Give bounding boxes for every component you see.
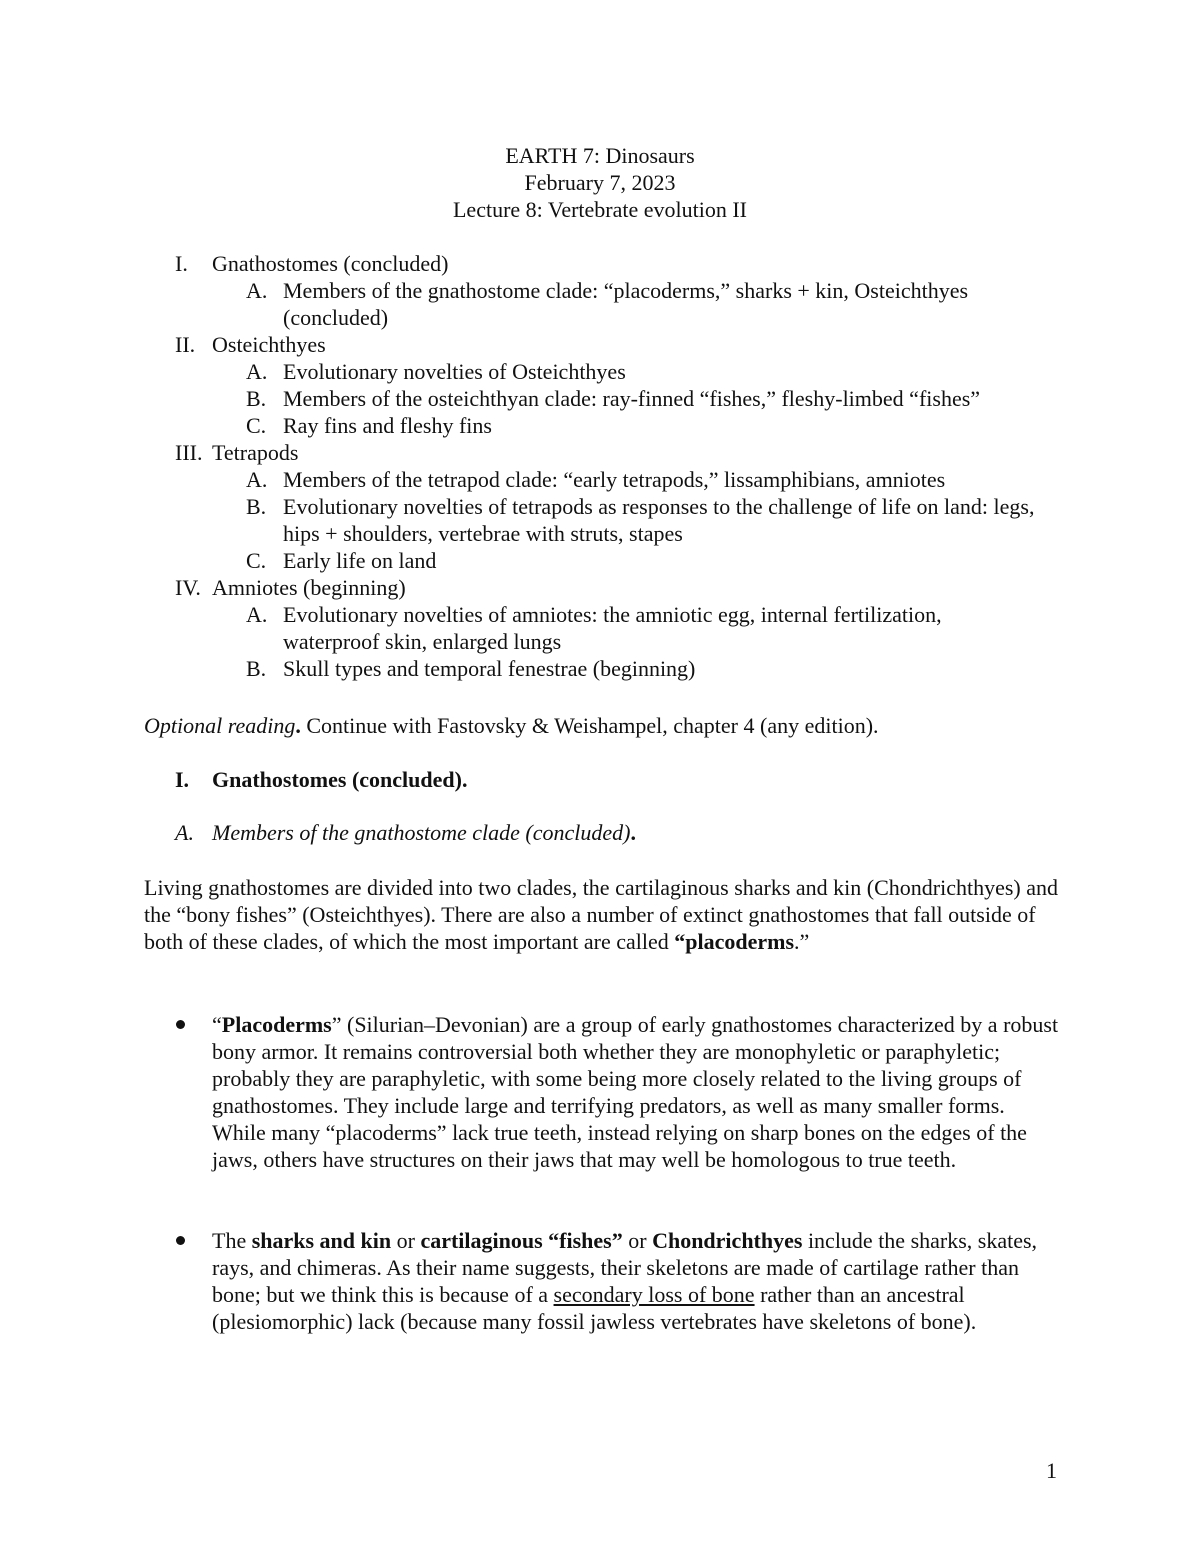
outline-numeral: IV. xyxy=(175,575,201,600)
optional-reading xyxy=(144,712,1064,739)
intro-open-quote: “ xyxy=(674,929,686,954)
subsection-title: Members of the gnathostome clade (concluded) xyxy=(212,820,631,845)
subsection-period: . xyxy=(630,820,636,845)
sharks-or-1: or xyxy=(391,1228,421,1253)
outline-subitem-text: Members of the osteichthyan clade: ray-finned “fishes,” fleshy-limbed “fishes” xyxy=(283,386,981,411)
sharks-term-1: sharks and kin xyxy=(251,1228,392,1253)
sharks-text-a: include the sharks, skates, rays, and chimeras. As their name suggests, their skeletons are made of cartilage rather than bone; but we think this is because of a xyxy=(212,1228,1038,1307)
optional-reading-period: . xyxy=(295,713,301,738)
lecture-date: February 7, 2023 xyxy=(524,170,676,195)
outline-item xyxy=(0,331,1200,358)
outline-subitem xyxy=(0,547,1200,574)
outline-letter: A. xyxy=(246,467,268,492)
outline-letter: B. xyxy=(246,386,267,411)
optional-reading-label: Optional reading xyxy=(144,713,296,738)
outline-subitem xyxy=(0,466,1200,493)
outline-item xyxy=(0,250,1200,277)
section-title: Gnathostomes (concluded). xyxy=(212,767,468,792)
outline-letter: A. xyxy=(246,602,268,627)
bullet-icon xyxy=(176,1020,185,1029)
outline-heading: Osteichthyes xyxy=(212,332,326,357)
outline-subitem-text: Members of the gnathostome clade: “placoderms,” sharks + kin, Osteichthyes (concluded) xyxy=(283,278,969,330)
outline-subitem xyxy=(0,601,1200,655)
bullet-icon xyxy=(176,1236,185,1245)
lecture-outline xyxy=(0,250,1200,682)
outline-item xyxy=(0,439,1200,466)
outline-subitem-text: Ray fins and fleshy fins xyxy=(283,413,492,438)
outline-letter: B. xyxy=(246,656,267,681)
outline-subitem-text: Evolutionary novelties of amniotes: the amniotic egg, internal fertilization, waterproof skin, enlarged lungs xyxy=(283,602,942,654)
outline-letter: A. xyxy=(246,278,268,303)
outline-numeral: III. xyxy=(175,440,203,465)
outline-subitem xyxy=(0,277,1200,331)
section-heading xyxy=(175,766,467,793)
outline-letter: A. xyxy=(246,359,268,384)
intro-paragraph xyxy=(144,874,1074,955)
bullet-sharks xyxy=(212,1227,1062,1335)
outline-subitem xyxy=(0,493,1200,547)
outline-heading: Tetrapods xyxy=(212,440,299,465)
outline-subitem-text: Skull types and temporal fenestrae (beginning) xyxy=(283,656,696,681)
outline-subitem xyxy=(0,655,1200,682)
course-title: EARTH 7: Dinosaurs xyxy=(505,143,695,168)
subsection-letter: A. xyxy=(175,820,194,845)
outline-subitem xyxy=(0,358,1200,385)
placoderms-text: ” (Silurian–Devonian) are a group of early gnathostomes characterized by a robust bony armor. It remains controversial both whether they are monophyletic or paraphyletic; probably they are paraphyletic, with some being more closely related to the living groups of gnathostomes. They include large and terrifying predators, as well as many smaller forms. While many “placoderms” lack true teeth, instead relying on sharp bones on the edges of the jaws, others have structures on their jaws that may well be homologous to true teeth. xyxy=(212,1012,1059,1172)
placoderms-open-quote: “ xyxy=(212,1012,222,1037)
outline-numeral: I. xyxy=(175,251,188,276)
outline-letter: C. xyxy=(246,413,267,438)
outline-heading: Amniotes (beginning) xyxy=(212,575,406,600)
placoderms-term: Placoderms xyxy=(221,1012,332,1037)
outline-subitem-text: Early life on land xyxy=(283,548,437,573)
outline-subitem-text: Members of the tetrapod clade: “early tetrapods,” lissamphibians, amniotes xyxy=(283,467,946,492)
outline-subitem xyxy=(0,385,1200,412)
page-number: 1 xyxy=(1046,1458,1057,1483)
sharks-term-3: Chondrichthyes xyxy=(652,1228,803,1253)
intro-text: Living gnathostomes are divided into two clades, the cartilaginous sharks and kin (Chondrichthyes) and the “bony fishes” (Osteichthyes). There are also a number of extinct gnathostomes that fall outside of both of these clades, of which the most important are called xyxy=(144,875,1059,954)
outline-subitem xyxy=(0,412,1200,439)
intro-close: .” xyxy=(794,929,810,954)
intro-bold-term: placoderms xyxy=(685,929,795,954)
outline-subitem-text: Evolutionary novelties of Osteichthyes xyxy=(283,359,626,384)
lecture-title: Lecture 8: Vertebrate evolution II xyxy=(452,197,748,222)
sharks-term-2: cartilaginous “fishes” xyxy=(420,1228,623,1253)
outline-item xyxy=(0,574,1200,601)
sharks-or-2: or xyxy=(622,1228,653,1253)
sharks-prefix: The xyxy=(212,1228,252,1253)
sharks-underlined: secondary loss of bone xyxy=(553,1282,755,1307)
outline-letter: B. xyxy=(246,494,267,519)
outline-subitem-text: Evolutionary novelties of tetrapods as responses to the challenge of life on land: legs, hips + shoulders, vertebrae with struts, stapes xyxy=(283,494,1035,546)
outline-heading: Gnathostomes (concluded) xyxy=(212,251,449,276)
bullet-placoderms xyxy=(212,1011,1062,1173)
subsection-heading xyxy=(175,819,636,846)
outline-letter: C. xyxy=(246,548,267,573)
section-numeral: I. xyxy=(175,767,190,792)
document-header xyxy=(0,142,1200,223)
sharks-text-b: rather than an ancestral (plesiomorphic) lack (because many fossil jawless vertebrates have skeletons of bone). xyxy=(212,1282,977,1334)
optional-reading-text: Continue with Fastovsky & Weishampel, chapter 4 (any edition). xyxy=(300,713,879,738)
outline-numeral: II. xyxy=(175,332,196,357)
